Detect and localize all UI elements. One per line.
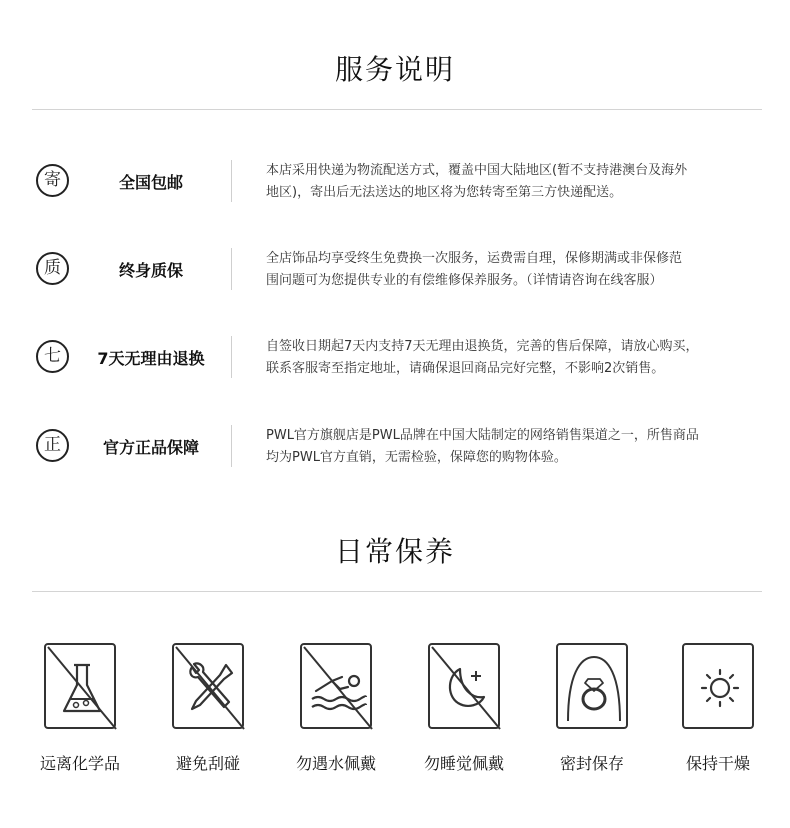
care-item-label: 避免刮碰: [175, 754, 240, 773]
service-item-lifetime-warranty: [0, 248, 790, 298]
service-divider: [32, 109, 762, 110]
service-item-desc: 本店采用快递为物流配送方式，覆盖中国大陆地区(暂不支持港澳台及海外 地区)，寄出后无法送达的地区将为您转寄至第三方快递配送。: [266, 163, 688, 200]
vertical-separator: [231, 425, 232, 467]
service-item-7day-return: [0, 336, 790, 386]
vertical-separator: [231, 160, 232, 202]
service-item-title: 全国包邮: [118, 173, 183, 192]
swimming-icon: [300, 643, 372, 729]
ring-sealed-icon: [556, 643, 628, 729]
genuine-badge-icon: 正: [36, 429, 69, 462]
service-item-title: 官方正品保障: [102, 438, 199, 457]
sun-dry-icon: [682, 643, 754, 729]
service-item-genuine-guarantee: [0, 425, 790, 475]
care-section-title: 日常保养: [334, 535, 455, 568]
care-divider: [32, 591, 762, 592]
chemical-flask-icon: [44, 643, 116, 729]
tools-icon: [172, 643, 244, 729]
mail-badge-icon: 寄: [36, 164, 69, 197]
service-item-title: 7天无理由退换: [97, 349, 205, 368]
service-item-desc: 自签收日期起7天内支持7天无理由退换货，完善的售后保障，请放心购买， 联系客服寄至指定地址，请确保退回商品完好完整，不影响2次销售。: [266, 339, 699, 376]
service-item-free-shipping: [0, 160, 790, 210]
seven-badge-icon: 七: [36, 340, 69, 373]
quality-badge-icon: 质: [36, 252, 69, 285]
care-item-label: 密封保存: [559, 754, 624, 773]
service-item-title: 终身质保: [118, 261, 183, 280]
service-item-desc: PWL官方旗舰店是PWL品牌在中国大陆制定的网络销售渠道之一，所售商品 均为PWL官方直销，无需检验，保障您的购物体验。: [266, 428, 699, 465]
moon-sleep-icon: [428, 643, 500, 729]
service-section-title: 服务说明: [334, 53, 455, 86]
care-item-label: 勿睡觉佩戴: [423, 754, 504, 773]
vertical-separator: [231, 336, 232, 378]
vertical-separator: [231, 248, 232, 290]
care-item-label: 勿遇水佩戴: [295, 754, 376, 773]
care-item-label: 保持干燥: [685, 754, 750, 773]
care-item-label: 远离化学品: [39, 754, 120, 773]
service-item-desc: 全店饰品均享受终生免费换一次服务，运费需自理，保修期满或非保修范 围问题可为您提供专业的有偿维修保养服务。（详情请咨询在线客服）: [266, 251, 683, 288]
